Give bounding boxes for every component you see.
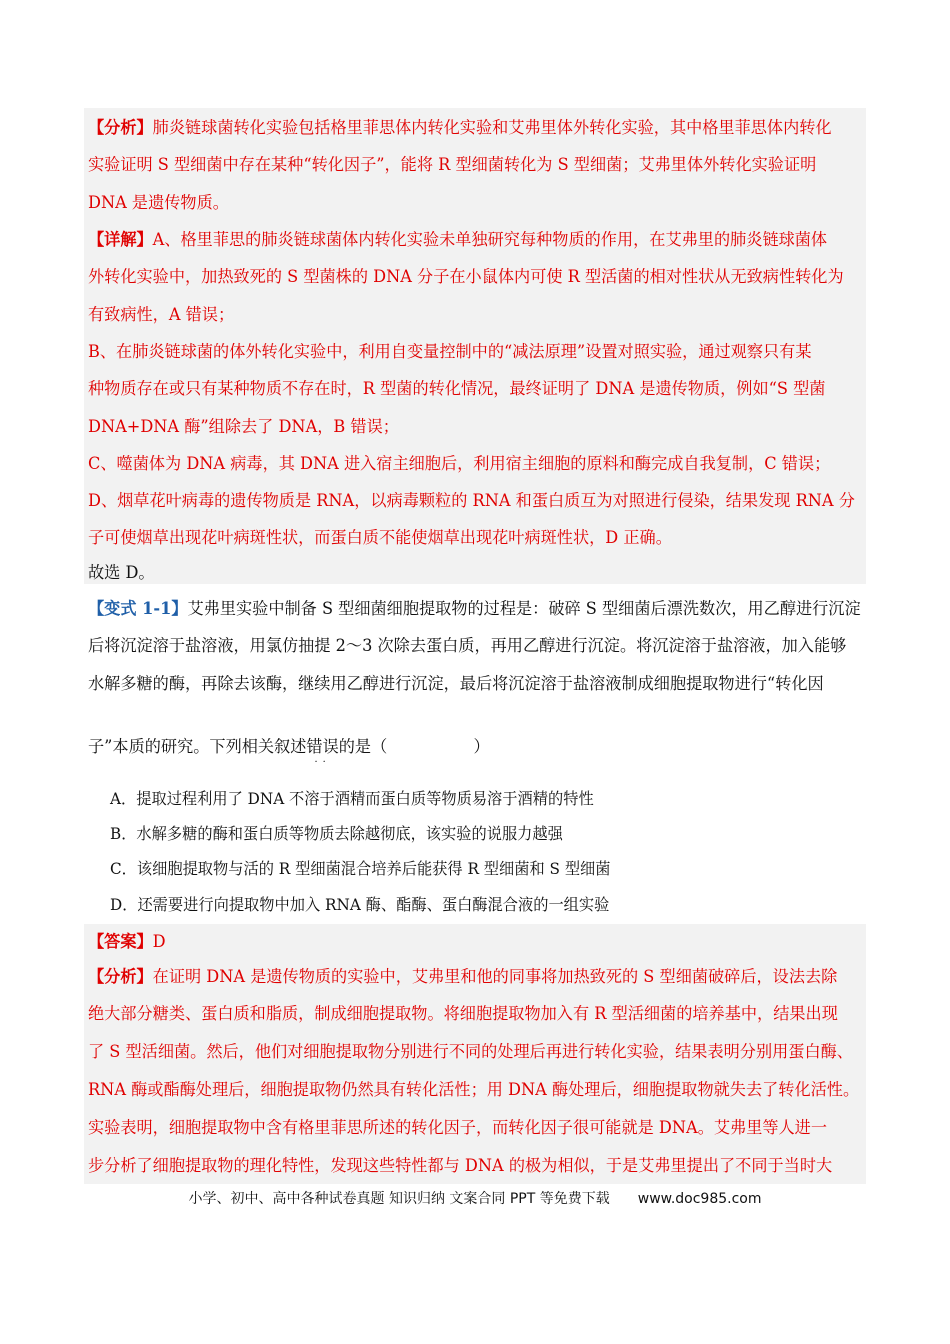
question-tag: 【变式 1-1】 [88,599,188,618]
analysis-tag: 【分析】 [88,118,153,137]
detail-line: 子可使烟草出现花叶病斑性状，而蛋白质不能使烟草出现花叶病斑性状，D 正确。 [88,528,672,547]
detail-line: C、噬菌体为 DNA 病毒，其 DNA 进入宿主细胞后，利用宿主细胞的原料和酶完成自我复制，C 错误； [88,454,831,473]
answer-line [88,930,862,954]
footer-text: 小学、初中、高中各种试卷真题 知识归纳 文案合同 PPT 等免费下载 [188,1191,610,1207]
conclusion-line: 故选 D。 [88,563,155,582]
detail-tag: 【详解】 [88,230,153,249]
detail-line: 种物质存在或只有某种物质不存在时，R 型菌的转化情况，最终证明了 DNA 是遗传物质，例如“S 型菌 [88,379,826,398]
analysis-line: DNA 是遗传物质。 [88,193,229,212]
page-footer [0,1188,950,1208]
question-line: 水解多糖的酶，再除去该酶，继续用乙醇进行沉淀，最后将沉淀溶于盐溶液制成细胞提取物进行“转化因 [88,674,824,693]
detail-line: DNA+DNA 酶”组除去了 DNA，B 错误； [88,417,399,436]
emphasis-word: 错误 ·· [306,737,339,768]
analysis-line: 【分析】肺炎链球菌转化实验包括格里菲思体内转化实验和艾弗里体外转化实验，其中格里菲思体内转化 [88,118,832,137]
answer-analysis-line: 实验表明，细胞提取物中含有格里菲思所述的转化因子，而转化因子很可能就是 DNA。艾弗里等人进一 [88,1118,828,1137]
question-line: 【变式 1-1】艾弗里实验中制备 S 型细菌细胞提取物的过程是：破碎 S 型细菌后漂洗数次，用乙醇进行沉淀 [88,599,861,618]
answer-analysis-line: RNA 酶或酯酶处理后，细胞提取物仍然具有转化活性；用 DNA 酶处理后，细胞提取物就失去了转化活性。 [88,1080,860,1099]
emphasis-dots: ·· [314,757,331,768]
option-d: D．还需要进行向提取物中加入 RNA 酶、酯酶、蛋白酶混合液的一组实验 [110,895,610,914]
option-c: C．该细胞提取物与活的 R 型细菌混合培养后能获得 R 型细菌和 S 型细菌 [110,859,611,878]
answer-analysis-line: 了 S 型活细菌。然后，他们对细胞提取物分别进行不同的处理后再进行转化实验，结果表明分别用蛋白酶、 [88,1042,853,1061]
detail-line: 外转化实验中，加热致死的 S 型菌株的 DNA 分子在小鼠体内可使 R 型活菌的相对性状从无致病性转化为 [88,267,844,286]
detail-line: D、烟草花叶病毒的遗传物质是 RNA，以病毒颗粒的 RNA 和蛋白质互为对照进行侵染，结果发现 RNA 分 [88,491,855,510]
question-line: 后将沉淀溶于盐溶液，用氯仿抽提 2～3 次除去蛋白质，再用乙醇进行沉淀。将沉淀溶于盐溶液，加入能够 [88,636,847,655]
answer-analysis-tag: 【分析】 [88,967,153,986]
option-b: B．水解多糖的酶和蛋白质等物质去除越彻底，该实验的说服力越强 [110,824,563,843]
detail-line: 【详解】A、格里菲思的肺炎链球菌体内转化实验未单独研究每种物质的作用，在艾弗里的肺炎链球菌体 [88,230,828,249]
answer-analysis-line: 步分析了细胞提取物的理化特性，发现这些特性都与 DNA 的极为相似，于是艾弗里提出了不同于当时大 [88,1156,833,1175]
answer-tag: 【答案】 [88,932,153,951]
footer-link[interactable]: www.doc985.com [637,1191,762,1207]
detail-line: 有致病性，A 错误； [88,305,235,324]
answer-analysis-line: 【分析】在证明 DNA 是遗传物质的实验中，艾弗里和他的同事将加热致死的 S 型细菌破碎后，设法去除 [88,967,838,986]
analysis-line: 实验证明 S 型细菌中存在某种“转化因子”，能将 R 型细菌转化为 S 型细菌；艾弗里体外转化实验证明 [88,155,817,174]
answer-value: D [152,932,166,951]
question-line-last: 子”本质的研究。下列相关叙述错误 ·· 的是（ ） [88,737,490,768]
answer-analysis-line: 绝大部分糖类、蛋白质和脂质，制成细胞提取物。将细胞提取物加入有 R 型活细菌的培养基中，结果出现 [88,1004,838,1023]
option-a: A．提取过程利用了 DNA 不溶于酒精而蛋白质等物质易溶于酒精的特性 [110,789,594,808]
detail-line: B、在肺炎链球菌的体外转化实验中，利用自变量控制中的“减法原理”设置对照实验，通过观察只有某 [88,342,812,361]
